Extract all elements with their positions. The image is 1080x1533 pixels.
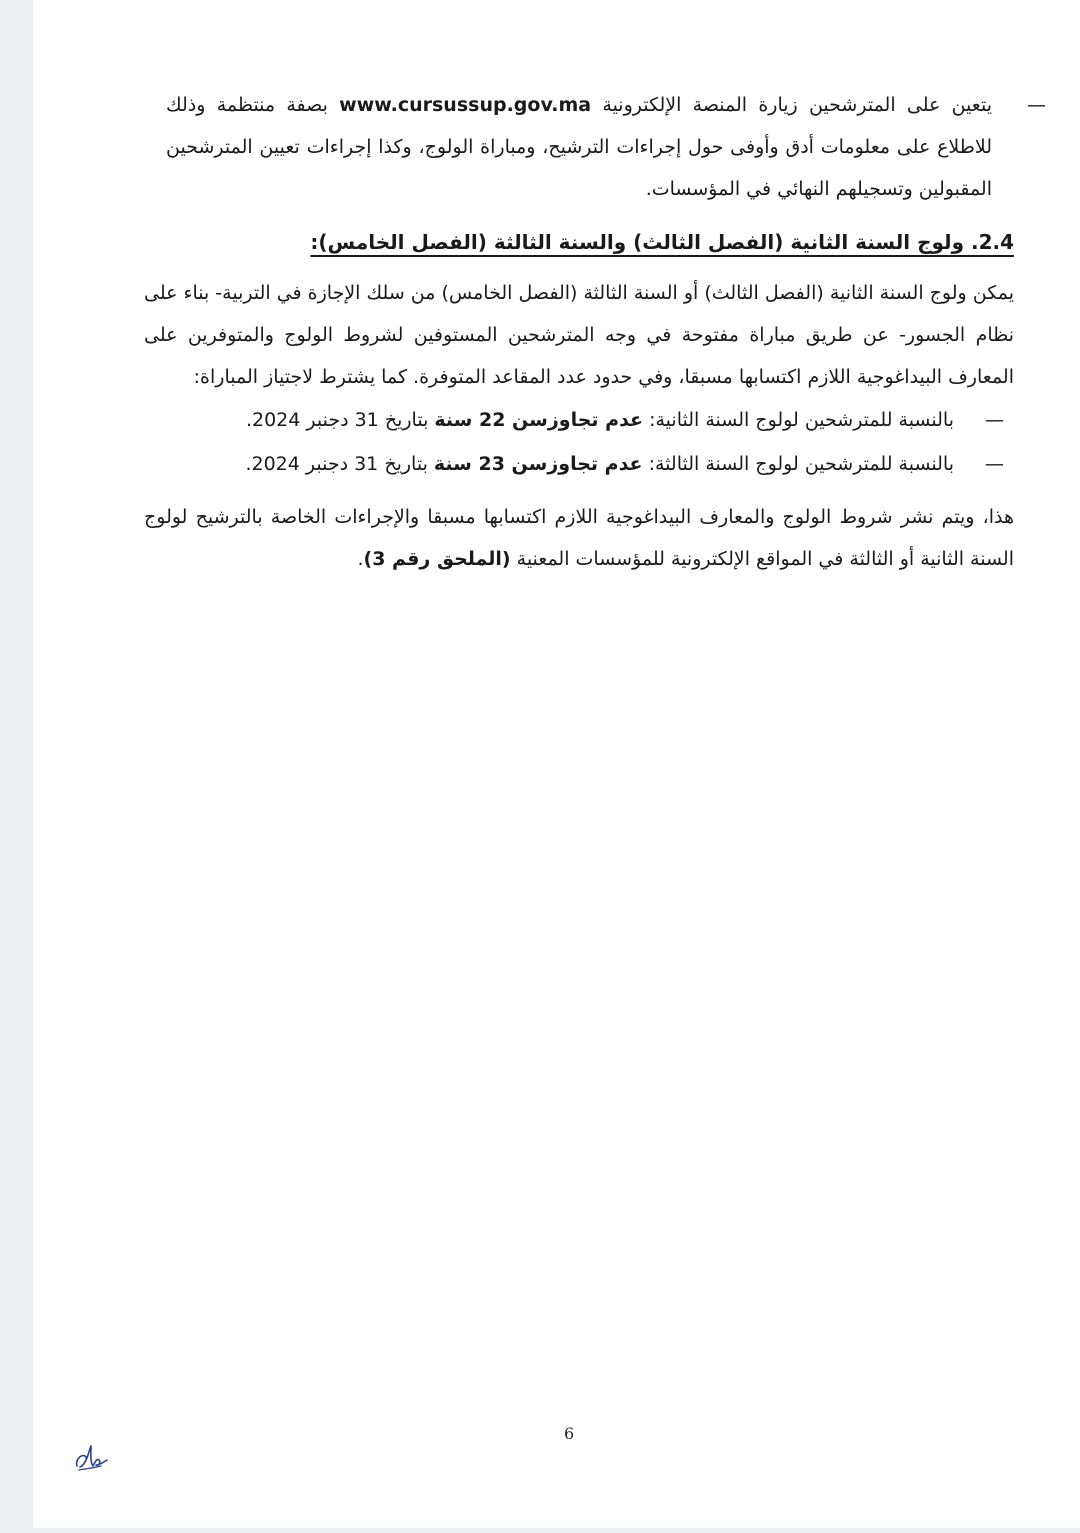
closing-text: هذا، ويتم نشر شروط الولوج والمعارف البيداغوجية اللازم اكتسابها مسبقا والإجراءات الخاصة بالترشيح لولوج السنة الثانية أو الثالثة في المواقع الإلكترونية للمؤسسات المعنية xyxy=(144,506,1014,570)
platform-notice-text-end: بصفة منتظمة وذلك للاطلاع على معلومات أدق وأوفى حول إجراءات الترشيح، ومباراة الولوج، وكذا إجراءات تعيين المترشحين المقبولين وتسجيلهم النهائي في المؤسسات. xyxy=(166,94,992,200)
list-item-platform-notice xyxy=(166,84,1046,210)
section-intro-paragraph: يمكن ولوج السنة الثانية (الفصل الثالث) أو السنة الثالثة (الفصل الخامس) من سلك الإجازة في التربية- بناء على نظام الجسور- عن طريق مباراة مفتوحة في وجه المترشحين المستوفين لشروط الولوج والمتوفرين على المعارف البيداغوجية اللازم اكتسابها مسبقا، وفي حدود عدد المقاعد المتوفرة. كما يشترط لاجتياز المباراة: xyxy=(144,282,1014,388)
closing-period: . xyxy=(357,548,364,570)
handwritten-signature-icon xyxy=(71,1440,111,1480)
platform-notice-text-start: يتعين على المترشحين زيارة المنصة الإلكترونية xyxy=(591,94,992,116)
annex-reference: (الملحق رقم 3) xyxy=(363,548,511,570)
item-prefix: بالنسبة للمترشحين لولوج السنة الثانية: xyxy=(643,409,954,431)
item-prefix: بالنسبة للمترشحين لولوج السنة الثالثة: xyxy=(642,453,954,475)
item-suffix: بتاريخ 31 دجنبر 2024. xyxy=(245,409,435,431)
list-dash: — xyxy=(1027,94,1046,116)
section-heading: 2.4. ولوج السنة الثانية (الفصل الثالث) والسنة الثالثة (الفصل الخامس): xyxy=(310,230,1014,254)
closing-paragraph xyxy=(144,496,1014,580)
platform-url[interactable]: www.cursussup.gov.ma xyxy=(339,94,592,116)
item-age-condition: عدم تجاوزسن 22 سنة xyxy=(434,409,644,431)
document-page xyxy=(33,0,1080,1528)
list-dash: — xyxy=(985,409,1004,431)
page-number: 6 xyxy=(564,1424,575,1443)
item-age-condition: عدم تجاوزسن 23 سنة xyxy=(433,453,643,475)
list-item-second-year xyxy=(246,400,1004,440)
item-suffix: بتاريخ 31 دجنبر 2024. xyxy=(245,453,434,475)
list-item-third-year xyxy=(245,444,1004,484)
list-dash: — xyxy=(985,453,1004,475)
